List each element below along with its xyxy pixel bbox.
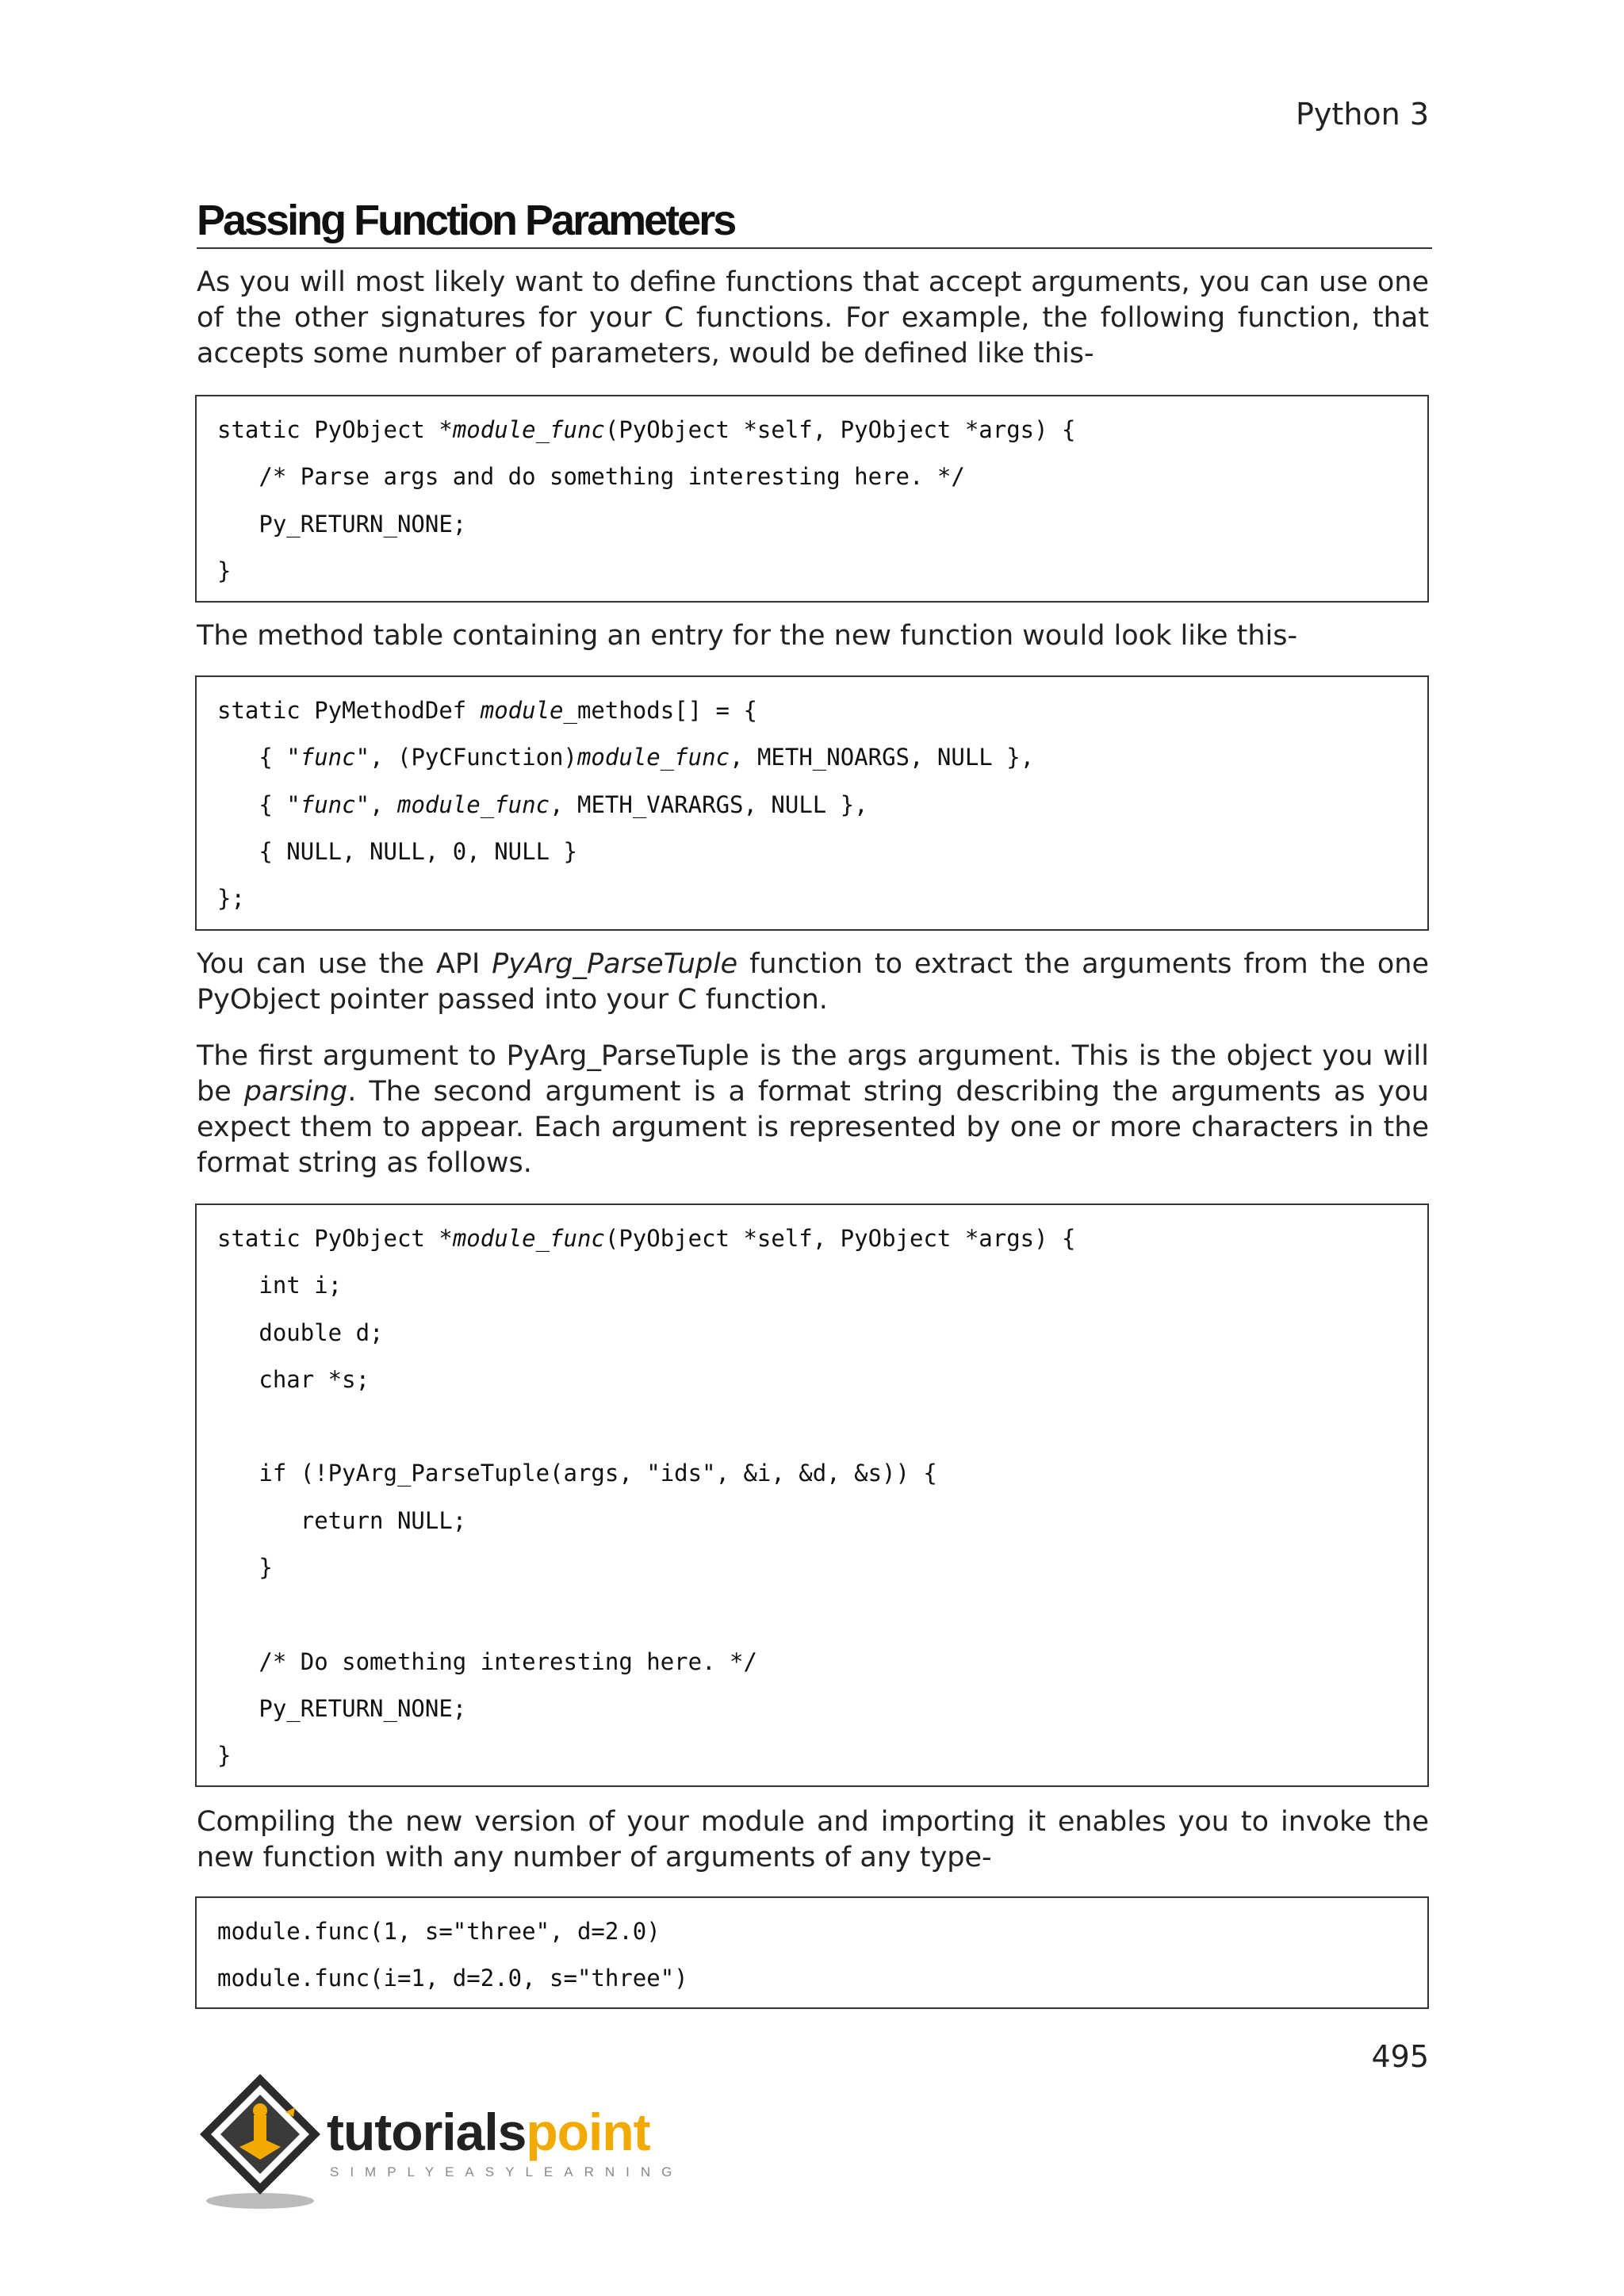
code-line bbox=[217, 1409, 1407, 1456]
code-block-parse-example bbox=[195, 1203, 1429, 1787]
paragraph-intro: As you will most likely want to define functions that accept arguments, you can use one of the other signatures for your C functions. For example, the following function, that accepts some number of parameters, would be defined like this- bbox=[197, 266, 1429, 369]
section-heading: Passing Function Parameters bbox=[197, 195, 1432, 249]
code-block-module-func bbox=[195, 395, 1429, 603]
logo-diamond-icon bbox=[193, 2068, 328, 2210]
code-line bbox=[217, 1597, 1407, 1644]
code-line: static PyMethodDef module_methods[] = { bbox=[217, 697, 757, 724]
running-header: Python 3 bbox=[1296, 97, 1429, 132]
code-line: static PyObject *module_func(PyObject *self, PyObject *args) { bbox=[217, 416, 1076, 443]
code-line: int i; bbox=[217, 1272, 343, 1299]
code-line: /* Parse args and do something interesting here. */ bbox=[217, 463, 965, 491]
code-line: module.func(i=1, d=2.0, s="three") bbox=[217, 1965, 688, 1992]
logo-wordmark: tutorialspoint bbox=[327, 2103, 650, 2161]
code-line: { "func", (PyCFunction)module_func, METH_NOARGS, NULL }, bbox=[217, 744, 1035, 771]
code-line: }; bbox=[217, 885, 245, 913]
code-line: /* Do something interesting here. */ bbox=[217, 1647, 757, 1675]
code-line: Py_RETURN_NONE; bbox=[217, 1694, 467, 1722]
code-line: module.func(1, s="three", d=2.0) bbox=[217, 1918, 661, 1945]
code-line: if (!PyArg_ParseTuple(args, "ids", &i, &d, &s)) { bbox=[217, 1460, 937, 1487]
code-line: { NULL, NULL, 0, NULL } bbox=[217, 837, 577, 865]
page-number: 495 bbox=[1371, 2039, 1429, 2074]
tutorialspoint-logo bbox=[193, 2068, 684, 2210]
code-line: } bbox=[217, 557, 232, 584]
code-line: } bbox=[217, 1554, 273, 1582]
code-line: return NULL; bbox=[217, 1506, 467, 1534]
paragraph-method-table: The method table containing an entry for the new function would look like this- bbox=[197, 620, 1298, 652]
paragraph-compiling: Compiling the new version of your module and importing it enables you to invoke the new function with any number of arguments of any type- bbox=[197, 1806, 1429, 1873]
paragraph-first-argument: The first argument to PyArg_ParseTuple is the args argument. This is the object you will be parsing. The second argument is a format string describing the arguments as you expect them to appear. Each argument is represented by one or more characters in the format string as follows. bbox=[197, 1040, 1429, 1179]
logo-tagline: SIMPLYEASYLEARNING bbox=[330, 2164, 684, 2179]
code-line: double d; bbox=[217, 1318, 384, 1346]
code-line: { "func", module_func, METH_VARARGS, NULL }, bbox=[217, 790, 868, 818]
code-line: static PyObject *module_func(PyObject *self, PyObject *args) { bbox=[217, 1225, 1076, 1252]
paragraph-parse-tuple: You can use the API PyArg_ParseTuple function to extract the arguments from the one PyObject pointer passed into your C function. bbox=[197, 948, 1429, 1016]
code-line: char *s; bbox=[217, 1365, 370, 1393]
code-line: Py_RETURN_NONE; bbox=[217, 510, 467, 538]
code-block-invocation bbox=[195, 1896, 1429, 2009]
code-block-method-table bbox=[195, 675, 1429, 931]
code-line: } bbox=[217, 1742, 232, 1770]
